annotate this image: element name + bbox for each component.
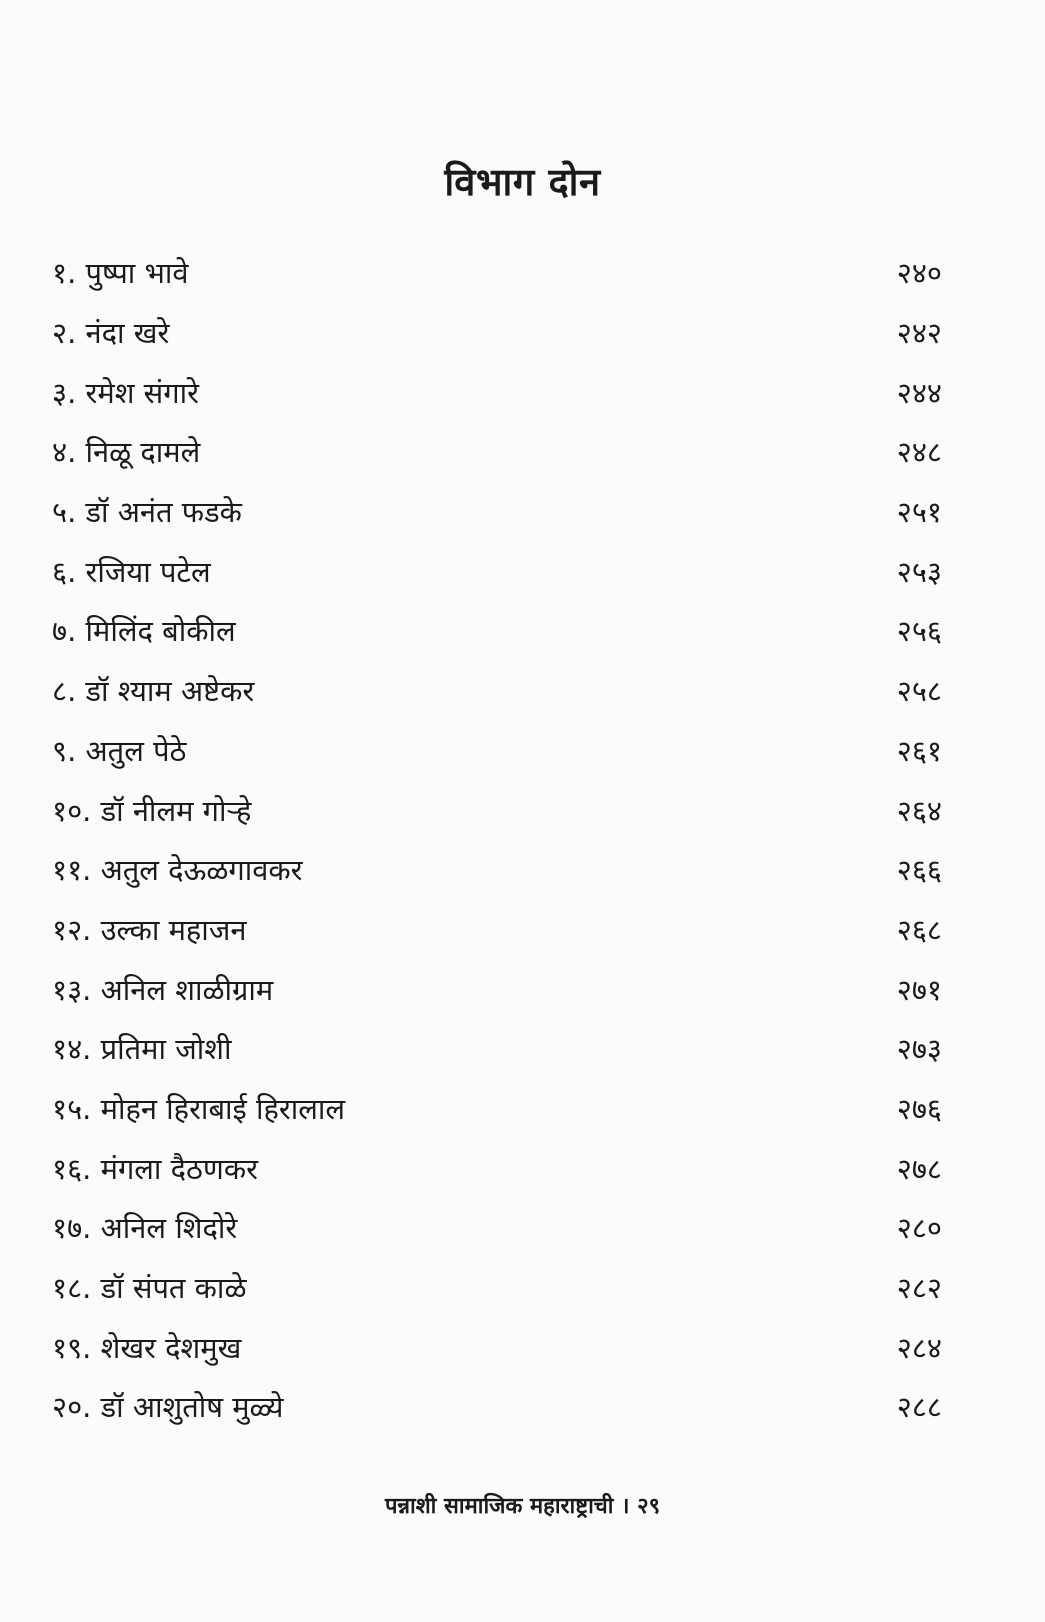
toc-entry-title: १२. उल्का महाजन	[52, 912, 247, 947]
toc-entry	[52, 901, 942, 961]
toc-page-number: २८८	[896, 1390, 942, 1425]
toc-page-number: २८०	[896, 1211, 942, 1246]
toc-entry-title: १३. अनिल शाळीग्राम	[52, 972, 274, 1007]
toc-entry	[52, 1080, 942, 1140]
toc-page-number: २६४	[896, 793, 942, 828]
page-footer: पन्नाशी सामाजिक महाराष्ट्राची । २९	[384, 1494, 661, 1519]
toc-entry-title: ५. डॉ अनंत फडके	[52, 495, 242, 530]
toc-entry	[52, 662, 942, 722]
toc-page-number: २४०	[896, 256, 942, 291]
toc-entry-title: १५. मोहन हिराबाई हिरालाल	[52, 1091, 346, 1126]
toc-page-number: २८२	[896, 1271, 942, 1306]
toc-entry-title: ४. निळू दामले	[52, 435, 201, 470]
toc-page-number: २५६	[896, 614, 942, 649]
toc-page-number: २६८	[896, 912, 942, 947]
toc-entry	[52, 960, 942, 1020]
toc-entry-title: ६. रजिया पटेल	[52, 554, 211, 589]
toc-entry-title: २०. डॉ आशुतोष मुळ्ये	[52, 1390, 284, 1425]
toc-page-number: २७८	[896, 1151, 942, 1186]
toc-entry-title: ११. अतुल देऊळगावकर	[52, 853, 303, 888]
toc-entry	[52, 244, 942, 304]
toc-entry-title: ३. रमेश संगारे	[52, 375, 199, 410]
toc-entry	[52, 1378, 942, 1438]
toc-entry	[52, 1199, 942, 1259]
toc-page-number: २८४	[896, 1330, 942, 1365]
toc-entry	[52, 1139, 942, 1199]
toc-page-number: २७६	[896, 1091, 942, 1126]
toc-entry-title: १८. डॉ संपत काळे	[52, 1271, 247, 1306]
toc-page-number: २७३	[896, 1032, 942, 1067]
toc-entry-title: ९. अतुल पेठे	[52, 733, 187, 768]
toc-page-number: २५८	[896, 674, 942, 709]
toc-entry-title: ८. डॉ श्याम अष्टेकर	[52, 674, 255, 709]
toc-entry-title: १०. डॉ नीलम गोऱ्हे	[52, 793, 252, 828]
toc-page-number: २५१	[896, 495, 942, 530]
toc-entry-title: ७. मिलिंद बोकील	[52, 614, 236, 649]
toc-entry	[52, 1318, 942, 1378]
toc-entry-title: २. नंदा खरे	[52, 316, 170, 351]
toc-page-number: २६१	[896, 733, 942, 768]
toc-entry	[52, 1259, 942, 1319]
toc-entry	[52, 722, 942, 782]
toc-entry	[52, 423, 942, 483]
toc-entry-title: १९. शेखर देशमुख	[52, 1330, 242, 1365]
table-of-contents	[52, 244, 942, 1438]
toc-entry	[52, 1020, 942, 1080]
toc-entry	[52, 304, 942, 364]
toc-entry	[52, 483, 942, 543]
section-title: विभाग दोन	[444, 160, 601, 204]
toc-page-number: २४४	[896, 375, 942, 410]
toc-page-number: २४८	[896, 435, 942, 470]
toc-entry	[52, 781, 942, 841]
toc-page-number: २४२	[896, 316, 942, 351]
toc-page-number: २६६	[896, 853, 942, 888]
toc-entry-title: १६. मंगला दैठणकर	[52, 1151, 259, 1186]
toc-page-number: २५३	[896, 554, 942, 589]
toc-entry-title: १७. अनिल शिदोरे	[52, 1211, 238, 1246]
toc-entry	[52, 602, 942, 662]
toc-entry	[52, 841, 942, 901]
toc-entry-title: १४. प्रतिमा जोशी	[52, 1032, 232, 1067]
toc-entry-title: १. पुष्पा भावे	[52, 256, 189, 291]
toc-entry	[52, 363, 942, 423]
toc-page-number: २७१	[896, 972, 942, 1007]
toc-entry	[52, 542, 942, 602]
